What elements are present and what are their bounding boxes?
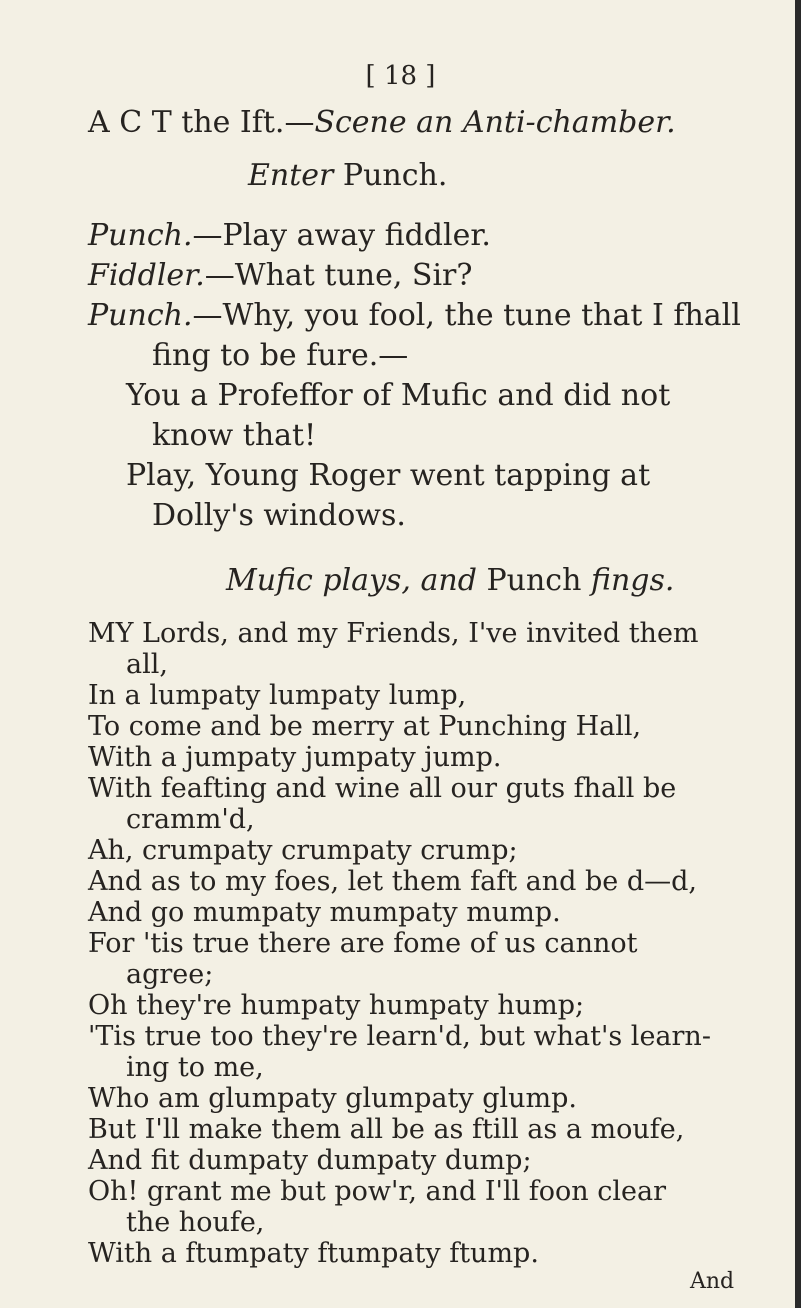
- song-line: With feafting and wine all our guts fhall be: [88, 773, 677, 804]
- song-line: Oh! grant me but pow'r, and I'll foon clear: [88, 1176, 667, 1207]
- act-label: A C T the Ift.—: [88, 105, 315, 140]
- sings-part1: Mufic plays, and: [226, 563, 477, 598]
- page-edge: [795, 0, 801, 1308]
- scene-label: Scene an Anti-chamber.: [314, 105, 676, 140]
- song-line: agree;: [126, 959, 214, 990]
- enter-name: Punch.: [342, 158, 448, 193]
- song-line: the houfe,: [126, 1207, 265, 1238]
- song-line: And go mumpaty mumpaty mump.: [88, 897, 561, 928]
- speaker: Punch.: [88, 218, 193, 253]
- song-line: ing to me,: [126, 1052, 264, 1083]
- song-line: Oh they're humpaty humpaty hump;: [88, 990, 585, 1021]
- catchword: And: [690, 1269, 735, 1294]
- dialogue-continuation: You a Profeffor of Mufic and did not: [126, 378, 671, 413]
- song-line: For 'tis true there are fome of us cannot: [88, 928, 638, 959]
- speech: —What tune, Sir?: [204, 258, 473, 293]
- sings-part2: fings.: [590, 563, 675, 598]
- song-line: To come and be merry at Punching Hall,: [88, 711, 642, 742]
- speech: —Play away fiddler.: [192, 218, 491, 253]
- enter-direction: [248, 158, 447, 194]
- song-line: Who am glumpaty glumpaty glump.: [88, 1083, 577, 1114]
- song-line: And as to my foes, let them faft and be d—d,: [88, 866, 697, 897]
- song-line: And fit dumpaty dumpaty dump;: [88, 1145, 532, 1176]
- dialogue-continuation: Dolly's windows.: [152, 498, 406, 533]
- song-line: With a ftumpaty ftumpaty ftump.: [88, 1238, 539, 1269]
- dialogue-line: [88, 218, 491, 254]
- speaker: Punch.: [88, 298, 193, 333]
- song-line: But I'll make them all be as ftill as a moufe,: [88, 1114, 685, 1145]
- sings-name: Punch: [486, 563, 582, 598]
- speech: —Why, you fool, the tune that I fhall: [192, 298, 741, 333]
- song-line: With a jumpaty jumpaty jump.: [88, 742, 502, 773]
- dialogue-line: [88, 298, 741, 334]
- song-line: all,: [126, 649, 168, 680]
- page-number: [ 18 ]: [365, 61, 436, 91]
- speaker: Fiddler.: [88, 258, 205, 293]
- song-line: In a lumpaty lumpaty lump,: [88, 680, 467, 711]
- enter-word: Enter: [248, 158, 334, 193]
- sings-direction: [226, 563, 674, 599]
- dialogue-line: [88, 258, 472, 294]
- song-line: Ah, crumpaty crumpaty crump;: [88, 835, 518, 866]
- song-line: 'Tis true too they're learn'd, but what's learn-: [88, 1021, 711, 1052]
- dialogue-continuation: know that!: [152, 418, 317, 453]
- song-line: MY Lords, and my Friends, I've invited them: [88, 618, 699, 649]
- act-heading: [88, 105, 676, 141]
- dialogue-continuation: fing to be fure.—: [152, 338, 409, 373]
- song-line: cramm'd,: [126, 804, 255, 835]
- dialogue-continuation: Play, Young Roger went tapping at: [126, 458, 651, 493]
